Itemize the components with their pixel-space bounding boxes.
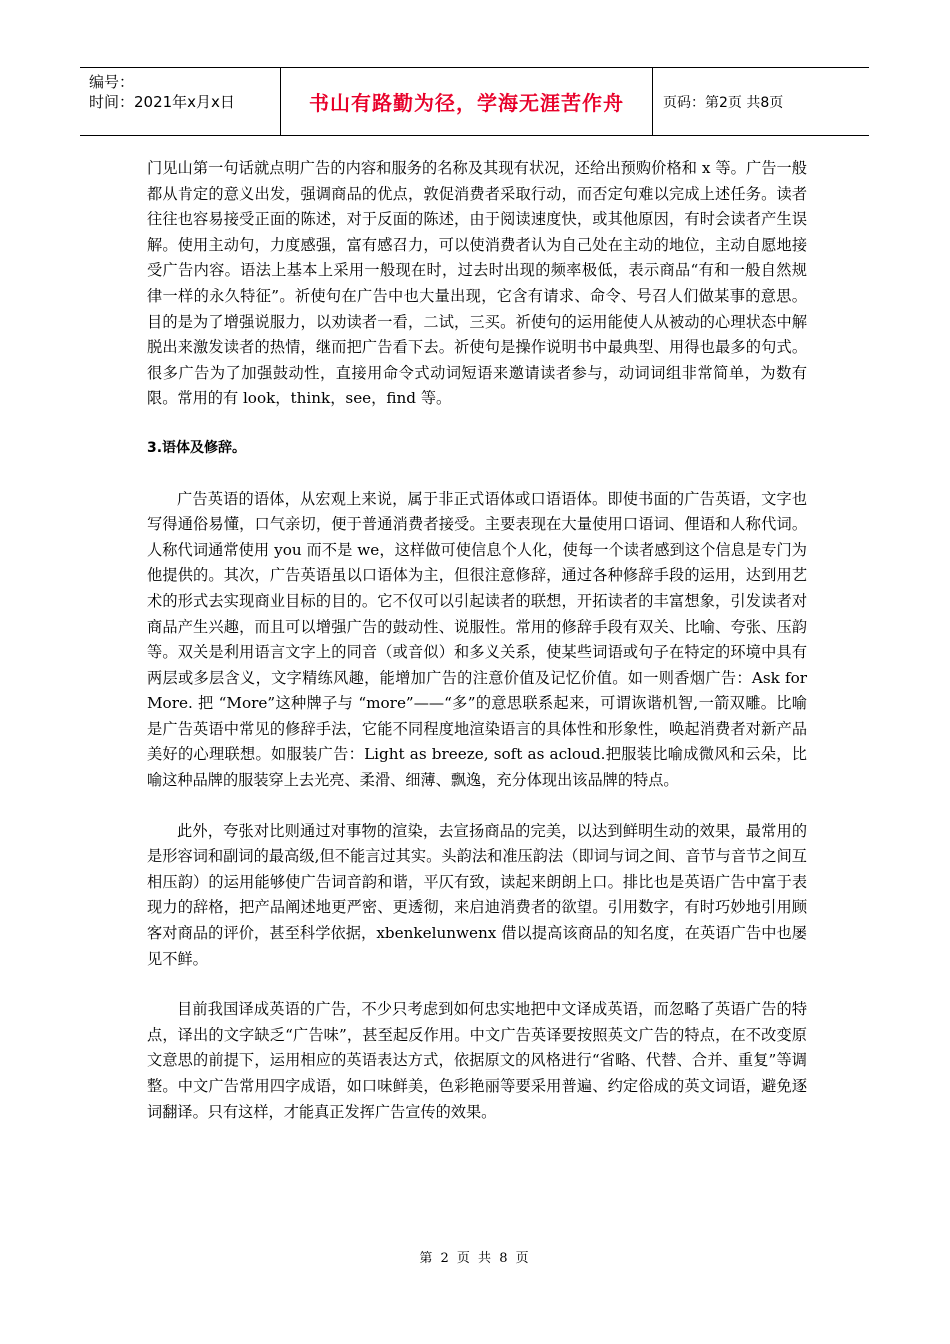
header-doc-info xyxy=(80,68,281,135)
header-page-info: 页码：第2页 共8页 xyxy=(663,94,784,111)
document-body xyxy=(147,156,807,1125)
doc-number-label: 编号： xyxy=(89,73,135,91)
page-header xyxy=(80,67,869,136)
body-paragraph-2: 此外，夸张对比则通过对事物的渲染，去宣扬商品的完美，以达到鲜明生动的效果，最常用的是形容词和副词的最高级,但不能言过其实。头韵法和准压韵法（即词与词之间、音节与音节之间互相压韵）的运用能够使广告词音韵和谐，平仄有致，读起来朗朗上口。排比也是英语广告中富于表现力的辞格，把产品阐述地更严密、更透彻，来启迪消费者的欲望。引用数字，有时巧妙地引用顾客对商品的评价，甚至科学依据，xbenkelunwenx 借以提高该商品的知名度，在英语广告中也屡见不鲜。 xyxy=(147,821,807,968)
body-paragraph-3: 目前我国译成英语的广告，不少只考虑到如何忠实地把中文译成英语，而忽略了英语广告的特点，译出的文字缺乏“广告味”，甚至起反作用。中文广告英译要按照英文广告的特点，在不改变原文意思的前提下，运用相应的英语表达方式，依据原文的风格进行“省略、代替、合并、重复”等调整。中文广告常用四字成语，如口味鲜美，色彩艳丽等要采用普遍、约定俗成的英文词语，避免逐词翻译。只有这样，才能真正发挥广告宣传的效果。 xyxy=(147,1000,807,1121)
doc-date-label: 时间：2021年x月x日 xyxy=(89,93,235,111)
section-title: 3.语体及修辞。 xyxy=(147,439,247,456)
body-paragraph-1: 广告英语的语体，从宏观上来说，属于非正式语体或口语语体。即使书面的广告英语，文字也写得通俗易懂，口气亲切，便于普通消费者接受。主要表现在大量使用口语词、俚语和人称代词。人称代词通常使用 you 而不是 we，这样做可使信息个人化，使每一个读者感到这个信息是专门为他提供的。其次，广告英语虽以口语体为主，但很注意修辞，通过各种修辞手段的运用，达到用艺术的形式去实现商业目标的目的。它不仅可以引起读者的联想，开拓读者的丰富想象，引发读者对商品产生兴趣，而且可以增强广告的鼓动性、说服性。常用的修辞手段有双关、比喻、夸张、压韵等。双关是利用语言文字上的同音（或音似）和多义关系，使某些词语或句子在特定的环境中具有两层或多层含义，文字精练风趣，能增加广告的注意价值及记忆价值。如一则香烟广告：Ask for More. 把 “More”这种牌子与 “more”——“多”的意思联系起来，可谓诙谐机智,一箭双雕。比喻是广告英语中常见的修辞手法，它能不同程度地渲染语言的具体性和形象性，唤起消费者对新产品美好的心理联想。如服装广告：Light as breeze, soft as acloud.把服装比喻成微风和云朵，比喻这种品牌的服装穿上去光亮、柔滑、细薄、飘逸，充分体现出该品牌的特点。 xyxy=(147,489,807,790)
page-footer: 第 2 页 共 8 页 xyxy=(419,1251,531,1266)
header-motto: 书山有路勤为径，学海无涯苦作舟 xyxy=(281,68,653,135)
intro-paragraph: 门见山第一句话就点明广告的内容和服务的名称及其现有状况，还给出预购价格和 x 等。广告一般都从肯定的意义出发，强调商品的优点，敦促消费者采取行动，而否定句难以完成上述任务。读者往往也容易接受正面的陈述，对于反面的陈述，由于阅读速度快，或其他原因，有时会读者产生误解。使用主动句，力度感强，富有感召力，可以使消费者认为自己处在主动的地位，主动自愿地接受广告内容。语法上基本上采用一般现在时，过去时出现的频率极低，表示商品“有和一般自然规律一样的永久特征”。祈使句在广告中也大量出现，它含有请求、命令、号召人们做某事的意思。目的是为了增强说服力，以劝读者一看，二试，三买。祈使句的运用能使人从被动的心理状态中解脱出来激发读者的热情，继而把广告看下去。祈使句是操作说明书中最典型、用得也最多的句式。很多广告为了加强鼓动性，直接用命令式动词短语来邀请读者参与，动词词组非常简单，为数有限。常用的有 look，think，see，find 等。 xyxy=(147,159,807,408)
